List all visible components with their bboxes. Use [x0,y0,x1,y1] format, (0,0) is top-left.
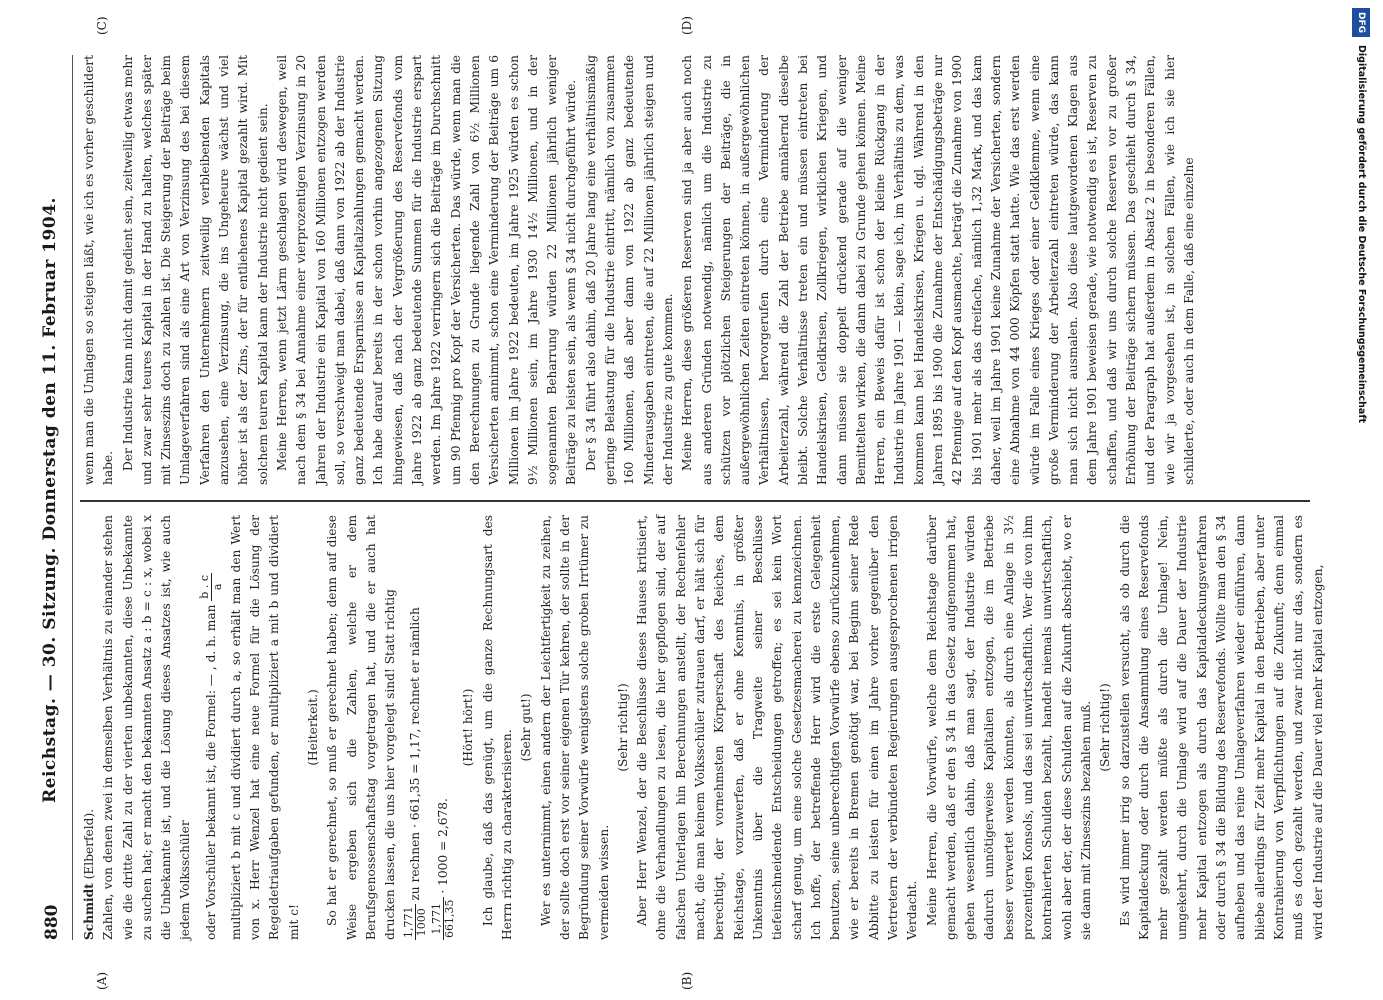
page-number: 880 [42,904,62,940]
formula-line [403,515,428,940]
formula-fraction [199,573,224,601]
margin-mark-d: (D) [680,16,694,35]
interjection: (Sehr gut!) [519,693,534,762]
paragraph: wenn man die Umlagen so steigen läßt, wie ich es vorher geschildert habe. [82,55,116,485]
formula-text: · 1000 = 2,678. [436,798,451,894]
margin-mark-c: (C) [95,16,109,35]
credit-text: Digitalisierung gefördert durch die Deutsche Forschungsgemeinschaft [1356,45,1367,423]
left-column [80,515,1325,940]
margin-mark-a: (A) [95,971,109,990]
paragraph: Wer es unternimmt, einen andern der Leichtfertigkeit zu zeihen, der sollte doch erst vor seiner eigenen Tür kehren, der sollte in der Begründung seiner Vorwürfe wenigstens solche groben Irrtümer zu vermeiden wissen. [538,515,611,940]
paragraph: multipliziert b mit c und dividiert durch a, so erhält man den Wert von x. Herr Wenzel hat eine neue Formel für die Lösung der Regeldetriaufgaben gefunden, er multipliziert a mit b und dividiert mit c! [228,515,301,940]
speaker-line [80,515,99,940]
paragraph: Der § 34 führt also dahin, daß 20 Jahre lang eine verhältnismäßig geringe Belastung für die Industrie eintritt, nämlich von zusammen 160 Millionen, daß aber dann von 1922 ab ganz bedeutende Minderausgaben eintreten, die auf 22 Millionen jährlich steigen und der Industrie zu gute kommen. [583,55,675,485]
paragraph: Der Industrie kann nicht damit gedient sein, zeitweilig etwas mehr und zwar sehr teures Kapital in der Hand zu halten, welches später mit Zinseszins doch zu zahlen ist. Die Steigerung der Beiträge beim Umlageverfahren sind als eine Art von Verzinsung des bei diesem Verfahren den Unternehmern zeitweilig verbleibenden Kapitals anzusehen, eine Verzinsung, die ins Ungeheure wächst und viel höher ist als der Zins, der für entliehenes Kapital gezahlt wird. Mit solchem teuren Kapital kann der Industrie nicht gedient sein. [120,55,270,485]
header-rule [72,55,73,940]
fraction-numerator: 1,771 [402,906,416,938]
paragraph: Meine Herren, wenn jetzt Lärm geschlagen wird deswegen, weil nach dem § 34 bei Annahme einer vierprozentigen Verzinsung in 20 Jahren der Industrie ein Kapital von 160 Millionen entzogen werden soll, so verschweigt man dabei, daß dann von 1922 ab der Industrie ganz bedeutende Ersparnisse an Kapitalzahlungen gemacht werden. Ich habe darauf bereits in der schon vorhin angezogenen Sitzung hingewiesen, daß nach der Vergrößerung des Reservefonds vom Jahre 1922 ab ganz bedeutende Summen für die Industrie erspart werden. Im Jahre 1922 verringern sich die Beiträge im Durchschnitt um 90 Pfennig pro Kopf der Versicherten. Das würde, wenn man die den Berechnungen zu Grunde liegende Zahl von 6½ Millionen Versicherten annimmt, schon eine Verminderung der Beiträge um 6 Millionen im Jahre 1922 bedeuten, im Jahre 1925 würden es schon 9½ Millionen sein, im Jahre 1930 14½ Millionen, und in der sogenannten Beharrung würden 22 Millionen jährlich weniger Beiträge zu leisten sein, als wenn § 34 nicht durchgeführt würde. [274,55,579,485]
interjection: (Hört! hört!) [461,688,476,767]
paragraph: Es wird immer irrig so darzustellen versucht, als ob durch die Kapitaldeckung oder durch die Ansammlung eines Reservefonds mehr gezahlt werden müßte als durch die Umlage! Nein, umgekehrt, durch die Umlage wird auf die Dauer der Industrie mehr Kapital entzogen als durch das Kapitaldeckungsverfahren oder durch § 34 die Bildung des Reservefonds. Wollte man den § 34 aufheben und das reine Umlageverfahren wieder einführen, dann bliebe allerdings für Zeit mehr Kapital in den Betrieben, aber unter Kontrahierung von Verpflichtungen auf die Zukunft; denn einmal muß es doch gezahlt werden, und zwar nicht nur das, sondern es wird der Industrie auf die Dauer viel mehr Kapital entzogen, [1117,515,1325,940]
fraction-numerator: 1,771 [431,898,444,941]
interjection: (Sehr richtig!) [615,683,630,772]
formula-line [431,515,456,940]
formula-fraction [403,905,428,941]
credit-strip [1352,8,1370,708]
margin-mark-b: (B) [680,971,694,990]
formula-fraction [431,898,456,941]
formula-text: zu rechnen · 661,35 = 1,17, rechnet er nämlich [408,607,423,901]
page-header [38,60,68,940]
digitization-credit [1352,8,1370,708]
interjection: (Sehr richtig!) [1098,683,1113,772]
paragraph: Meine Herren, diese größeren Reserven sind ja aber auch noch aus anderen Gründen notwendig, nämlich um die Industrie zu schützen vor plötzlichen Steigerungen der Beiträge, die in außergewöhnlichen Zeiten eintreten können, in außergewöhnlichen Verhältnissen, hervorgerufen durch eine Verminderung der Arbeiterzahl, während die Zahl der Betriebe annähernd dieselbe bleibt. Solche Verhältnisse treten ein und müssen eintreten bei Handelskrisen, Geldkrisen, Zollkriegen, wirklichen Kriegen, und dann müssen sie doppelt drückend gerade auf die weniger Bemittelten wirken, die dann dabei zu Grunde gehen können. Meine Herren, ein Beweis dafür ist schon der kleine Rückgang in der Industrie im Jahre 1901 — klein, sage ich, im Verhältnis zu dem, was kommen kann bei Handelskrisen, Kriegen u. dgl. Während in den Jahren 1895 bis 1900 die Zunahme der Entschädigungsbeträge nur 42 Pfennige auf den Kopf ausmachte, beträgt die Zunahme von 1900 bis 1901 mehr als das dreifache, nämlich 1,32 Mark, und das kam daher, weil im Jahre 1901 keine Zunahme der Versicherten, sondern eine Abnahme von 44 000 Köpfen statt hatte. Wie das erst werden würde im Falle eines Krieges oder einer Geldklemme, wenn eine große Verminderung der Arbeiterzahl eintreten würde, das kann man sich nicht ausmalen. Also diese lautgewordenen Klagen aus dem Jahre 1901 beweisen gerade, wie notwendig es ist, Reserven zu schaffen, und daß wir uns durch solche Reserven vor zu großer Erhöhung der Beiträge sichern müssen. Das geschieht durch § 34, und der Paragraph hat außerdem in Absatz 2 in besonderen Fällen, wie wir ja vorgesehen ist, in solchen Fällen, wie ich sie hier schilderte, oder auch in dem Falle, daß eine einzelne [680,55,1196,485]
interjection: (Heiterkeit.) [305,689,320,766]
formula-line [199,515,224,940]
paragraph: Ich glaube, daß das genügt, um die ganze Rechnungsart des Herrn richtig zu charakterisieren. [480,515,515,940]
speaker-name: Schmidt [82,883,96,940]
dfg-logo: DFG [1352,8,1370,37]
formula-text: oder Vorschüler bekannt ist, die Formel: — , d. h. man [203,604,218,940]
right-column [80,55,1310,485]
fraction-denominator: a [210,583,224,591]
running-title: Reichstag. — 30. Sitzung. Donnerstag den 11. Februar 1904. [40,197,60,803]
paragraph: Zahlen, von denen zwei in demselben Verhältnis zu einander stehen wie die dritte Zahl zu der vierten unbekannten, diese Unbekannte zu suchen hat; er macht den bekannten Ansatz a : b = c : x, wobei x die Unbekannte ist, und die Lösung dieses Ansatzes ist, wie auch jedem Volksschüler [101,515,193,940]
paragraph: Meine Herren, die Vorwürfe, welche dem Reichstage darüber gemacht werden, daß er den § 34 in das Gesetz aufgenommen hat, gehen wesentlich dahin, daß man sagt, der Industrie würden dadurch unnötigerweise Kapitalien entzogen, die im Betriebe besser verwertet werden könnten, als durch eine Anlage in 3½ prozentigen Konsols, und das sei unwirtschaftlich. Wer die von ihm kontrahierten Schulden bezahlt, handelt niemals unwirtschaftlich, wohl aber der, der diese Schulden auf die Zukunft abschiebt, wo er sie dann mit Zinseszins bezahlen muß. [924,515,1093,940]
fraction-denominator: 1000 [415,908,429,937]
fraction-numerator: b . c [197,574,211,599]
paragraph: Aber Herr Wenzel, der die Beschlüsse dieses Hauses kritisiert, ohne die Verhandlungen zu lesen, die hier gepflogen sind, der auf falschen Unterlagen hin Berechnungen anstellt, der Rechenfehler macht, die man keinem Volksschüler zutrauen darf, er hält sich für berechtigt, der vornehmsten Körperschaft des Reiches, dem Reichstage, vorzuwerfen, daß er ohne Kenntnis, in größter Unkenntnis über die Tragweite seiner Beschlüsse tiefeinschneidende Entscheidungen getroffen; es sei kein Wort scharf genug, um eine solche Gesetzesmacherei zu kennzeichnen. Ich hoffe, der betreffende Herr wird die erste Gelegenheit benutzen, seine unberechtigten Vorwürfe ebenso zurückzunehmen, wie er bereits in Bremen genötigt war, bei Beginn seiner Rede Abbitte zu leisten für einen im Jahre vorher gegenüber den Vertretern der verbündeten Regierungen ausgesprochenen irrigen Verdacht. [635,515,920,940]
speaker-party: (Elberfeld). [82,808,96,880]
fraction-denominator: 661,35 [443,899,457,938]
column-divider [80,501,1310,503]
paragraph: So hat er gerechnet, so muß er gerechnet haben; denn auf diese Weise ergeben sich die Zahlen, welche er dem Berufsgenossenschaftstag vorgetragen hat, und die er auch hat drucken lassen, die uns hier vorgelegt sind! Statt richtig [325,515,398,940]
